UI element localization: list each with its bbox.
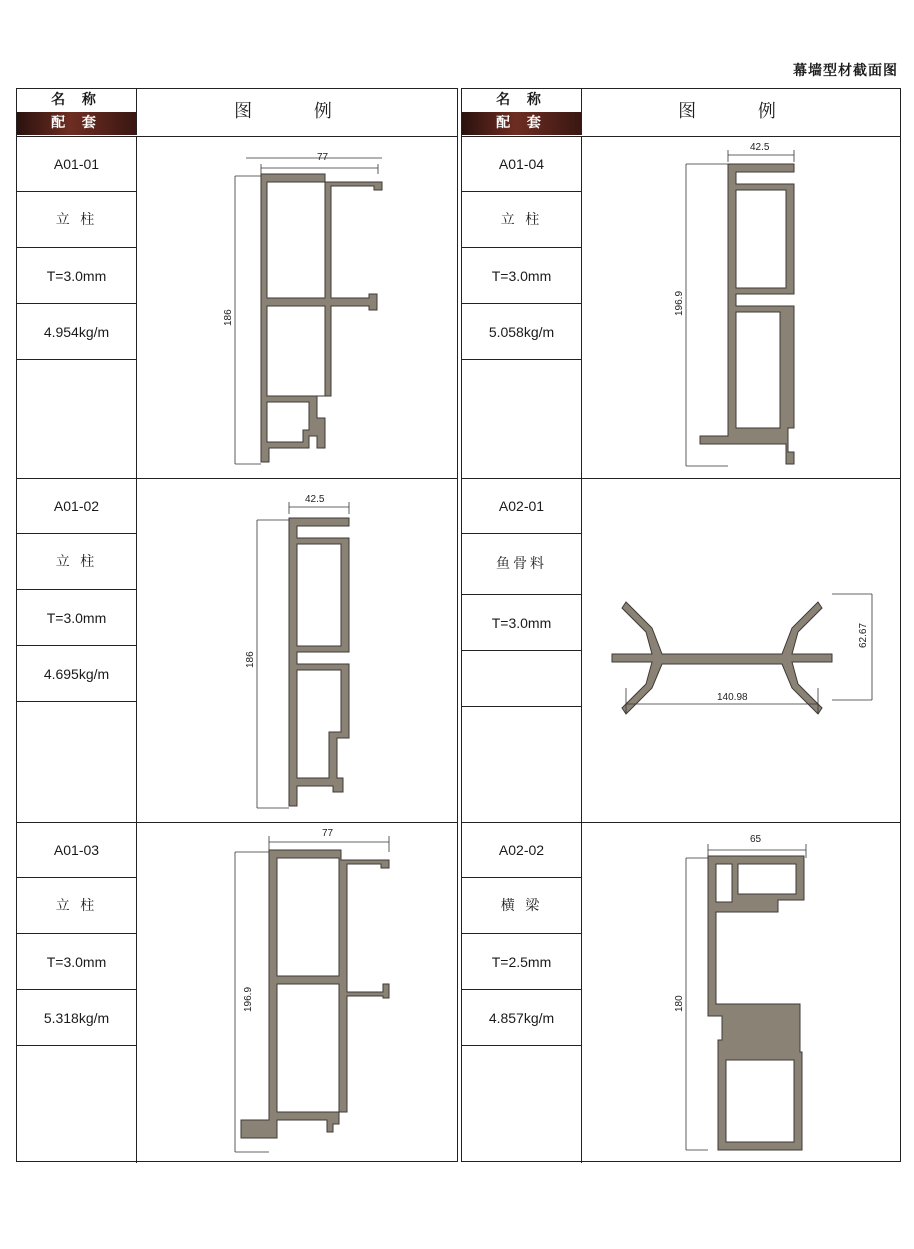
profile-code: A02-01: [462, 478, 581, 534]
set-label: 配 套: [17, 112, 136, 135]
profile-drawing: [137, 822, 457, 1163]
set-label: 配 套: [462, 112, 581, 135]
dim-width: 42.5: [750, 142, 770, 153]
legend-label: 图 例: [678, 101, 804, 122]
profile-name: 立 柱: [17, 192, 136, 248]
profile-thickness: T=2.5mm: [462, 934, 581, 990]
profile-thickness: T=3.0mm: [17, 934, 136, 990]
profile-code: A02-02: [462, 822, 581, 878]
profile-row: [17, 478, 457, 823]
profile-drawing: [582, 478, 900, 822]
dim-height: 196.9: [243, 986, 254, 1012]
profile-code: A01-01: [17, 136, 136, 192]
profile-weight: 5.318kg/m: [17, 990, 136, 1046]
dim-height: 186: [245, 651, 256, 668]
empty-cell: [462, 1046, 581, 1102]
page-title: 幕墙型材截面图: [793, 63, 898, 79]
profile-thickness: T=3.0mm: [17, 590, 136, 646]
profile-weight: 4.857kg/m: [462, 990, 581, 1046]
profile-name: 立 柱: [462, 192, 581, 248]
empty-cell: [462, 707, 581, 763]
table-header: [462, 89, 900, 137]
legend-label: 图 例: [234, 101, 360, 122]
profile-row: [17, 822, 457, 1163]
profile-name: 鱼骨料: [462, 534, 581, 595]
profile-weight: [462, 651, 581, 707]
profile-row: [462, 822, 900, 1163]
dim-width: 140.98: [717, 692, 748, 703]
dim-width: 77: [322, 828, 334, 839]
dim-height: 196.9: [674, 290, 685, 316]
dim-width: 77: [317, 152, 329, 163]
name-label: 名 称: [51, 92, 102, 108]
profile-code: A01-04: [462, 136, 581, 192]
table-header: [17, 89, 457, 137]
right-table: [461, 88, 901, 1162]
left-table: [16, 88, 458, 1162]
dim-width: 42.5: [305, 494, 325, 505]
profile-name: 立 柱: [17, 534, 136, 590]
empty-cell: [17, 1046, 136, 1102]
dim-width: 65: [750, 834, 762, 845]
dim-height: 62.67: [858, 622, 869, 648]
profile-row: [462, 136, 900, 479]
profile-drawing: [137, 136, 457, 478]
profile-code: A01-02: [17, 478, 136, 534]
name-label: 名 称: [496, 92, 547, 108]
name-column-header: [462, 89, 582, 135]
name-column-header: [17, 89, 137, 135]
profile-thickness: T=3.0mm: [462, 595, 581, 651]
dim-height: 180: [674, 995, 685, 1012]
profile-name: 横 梁: [462, 878, 581, 934]
profile-thickness: T=3.0mm: [462, 248, 581, 304]
profile-drawing: [137, 478, 457, 822]
profile-weight: 5.058kg/m: [462, 304, 581, 360]
profile-drawing: [582, 822, 900, 1163]
profile-code: A01-03: [17, 822, 136, 878]
profile-drawing: [582, 136, 900, 478]
profile-weight: 4.695kg/m: [17, 646, 136, 702]
profile-row: [17, 136, 457, 479]
profile-weight: 4.954kg/m: [17, 304, 136, 360]
dim-height: 186: [223, 309, 234, 326]
profile-thickness: T=3.0mm: [17, 248, 136, 304]
empty-cell: [17, 702, 136, 758]
profile-row: [462, 478, 900, 823]
profile-name: 立 柱: [17, 878, 136, 934]
